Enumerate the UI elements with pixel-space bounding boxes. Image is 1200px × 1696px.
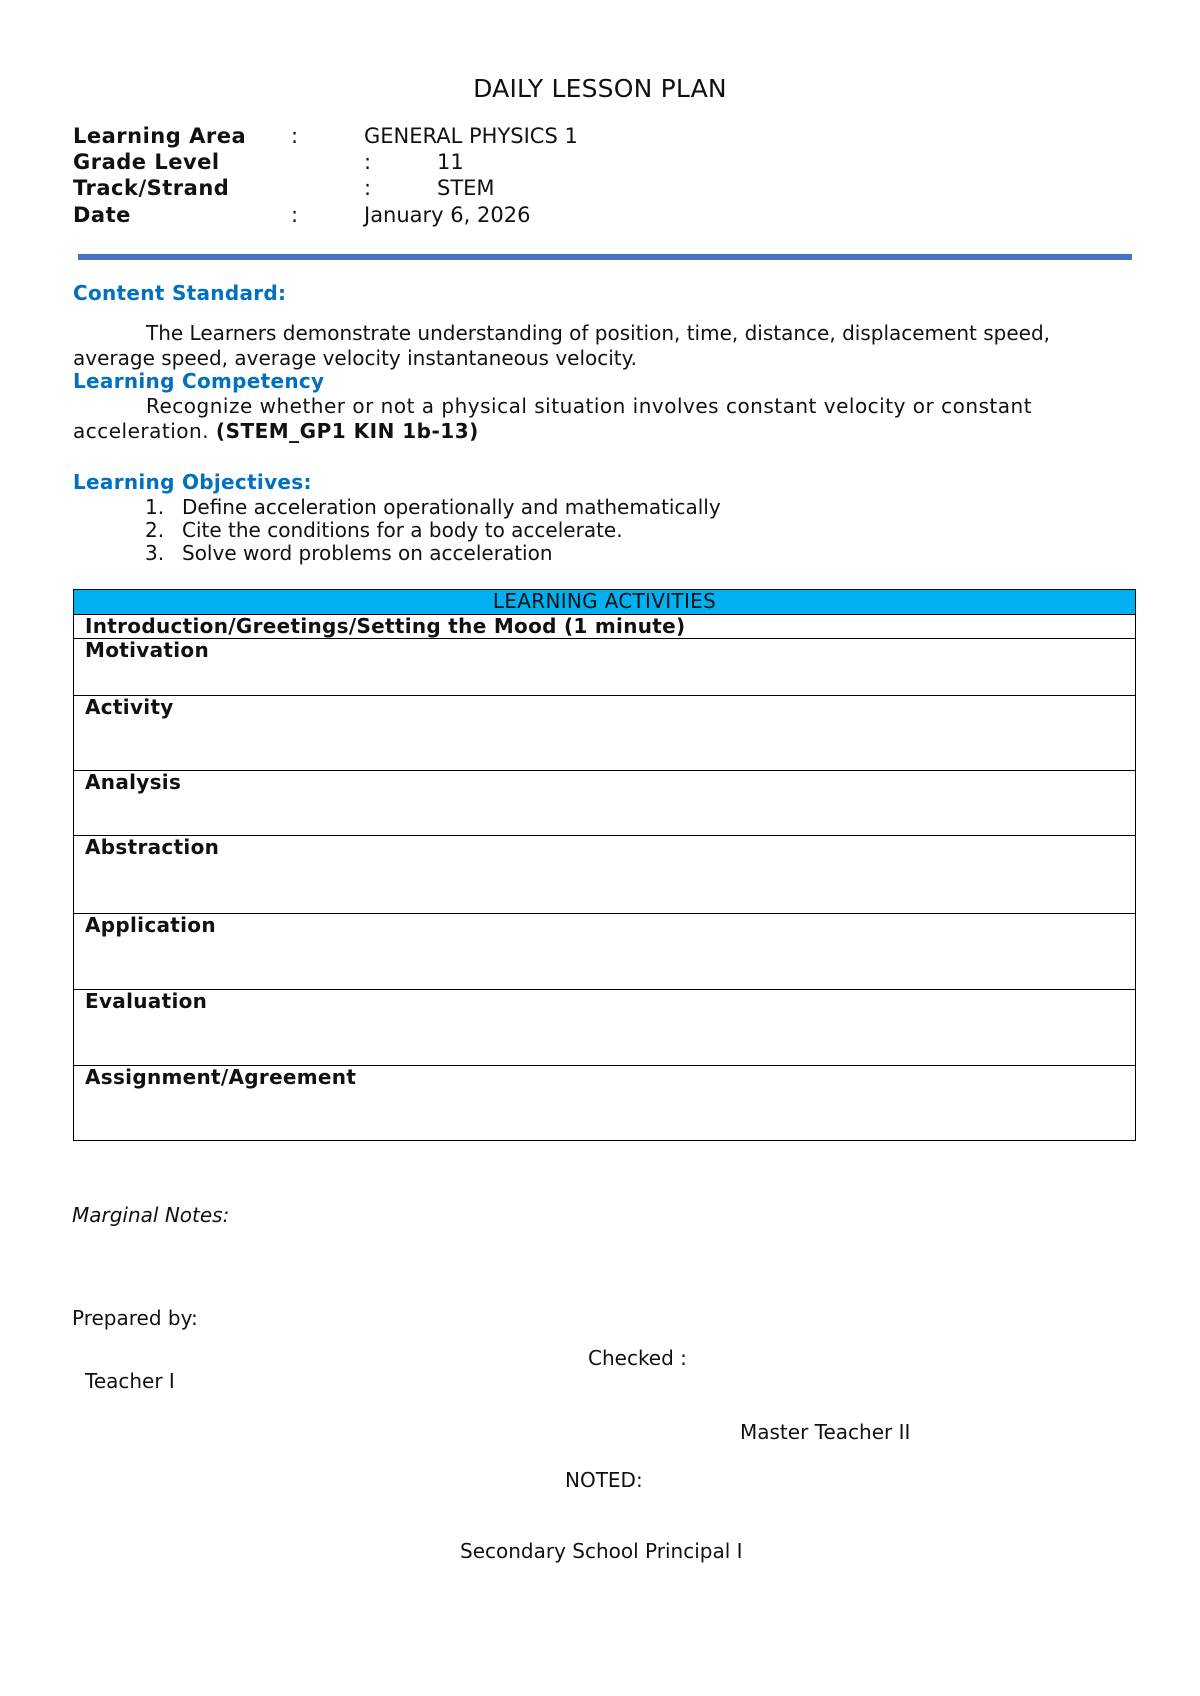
objective-text: Solve word problems on acceleration [182,541,553,565]
learning-activities-banner: LEARNING ACTIVITIES [74,590,1136,615]
activity-row-activity: Activity [74,696,1136,771]
prepared-by-label: Prepared by: [72,1306,198,1330]
table-row [74,615,1136,639]
principal-title: Secondary School Principal I [460,1539,743,1563]
content-standard-heading: Content Standard: [73,281,287,305]
grade-level-value: 11 [437,150,464,174]
track-strand-colon: : [364,176,372,200]
table-row [74,639,1136,696]
objective-number: 1. [145,495,165,519]
page-title: DAILY LESSON PLAN [473,74,727,103]
noted-label: NOTED: [565,1468,643,1492]
activity-row-introduction: Introduction/Greetings/Setting the Mood (1 minute) [74,615,1136,639]
date-colon: : [291,203,299,227]
learning-activities-table [73,589,1136,1141]
activity-row-application: Application [74,914,1136,990]
learning-area-label: Learning Area [73,124,247,148]
objective-text: Cite the conditions for a body to accelerate. [182,518,623,542]
learning-competency-heading: Learning Competency [73,369,325,393]
content-standard-text: The Learners demonstrate understanding of position, time, distance, displacement speed, average speed, average velocity instantaneous velocity. [73,321,1050,370]
objective-number: 3. [145,541,165,565]
table-row [74,590,1136,615]
marginal-notes-label: Marginal Notes: [72,1203,230,1227]
activity-row-analysis: Analysis [74,771,1136,836]
teacher-title: Teacher I [85,1369,175,1393]
learning-objectives-heading: Learning Objectives: [73,470,312,494]
objective-number: 2. [145,518,165,542]
grade-level-label: Grade Level [73,150,220,174]
activity-row-abstraction: Abstraction [74,836,1136,914]
track-strand-label: Track/Strand [73,176,230,200]
objective-text: Define acceleration operationally and mathematically [182,495,721,519]
table-row [74,771,1136,836]
table-row [74,914,1136,990]
learning-competency-block [73,394,1133,444]
section-divider [78,254,1132,260]
table-row [74,836,1136,914]
activity-row-evaluation: Evaluation [74,990,1136,1066]
checked-label: Checked : [588,1346,687,1370]
grade-level-colon: : [364,150,372,174]
learning-competency-text: Recognize whether or not a physical situation involves constant velocity or constant acceleration. [73,394,1033,443]
learning-competency-code: (STEM_GP1 KIN 1b-13) [215,419,479,443]
date-value: January 6, 2026 [364,203,531,227]
learning-area-colon: : [291,124,299,148]
table-row [74,1066,1136,1141]
activity-row-motivation: Motivation [74,639,1136,696]
table-row [74,990,1136,1066]
learning-area-value: GENERAL PHYSICS 1 [364,124,578,148]
activity-row-assignment: Assignment/Agreement [74,1066,1136,1141]
track-strand-value: STEM [437,176,495,200]
master-teacher-title: Master Teacher II [740,1420,911,1444]
table-row [74,696,1136,771]
date-label: Date [73,203,131,227]
